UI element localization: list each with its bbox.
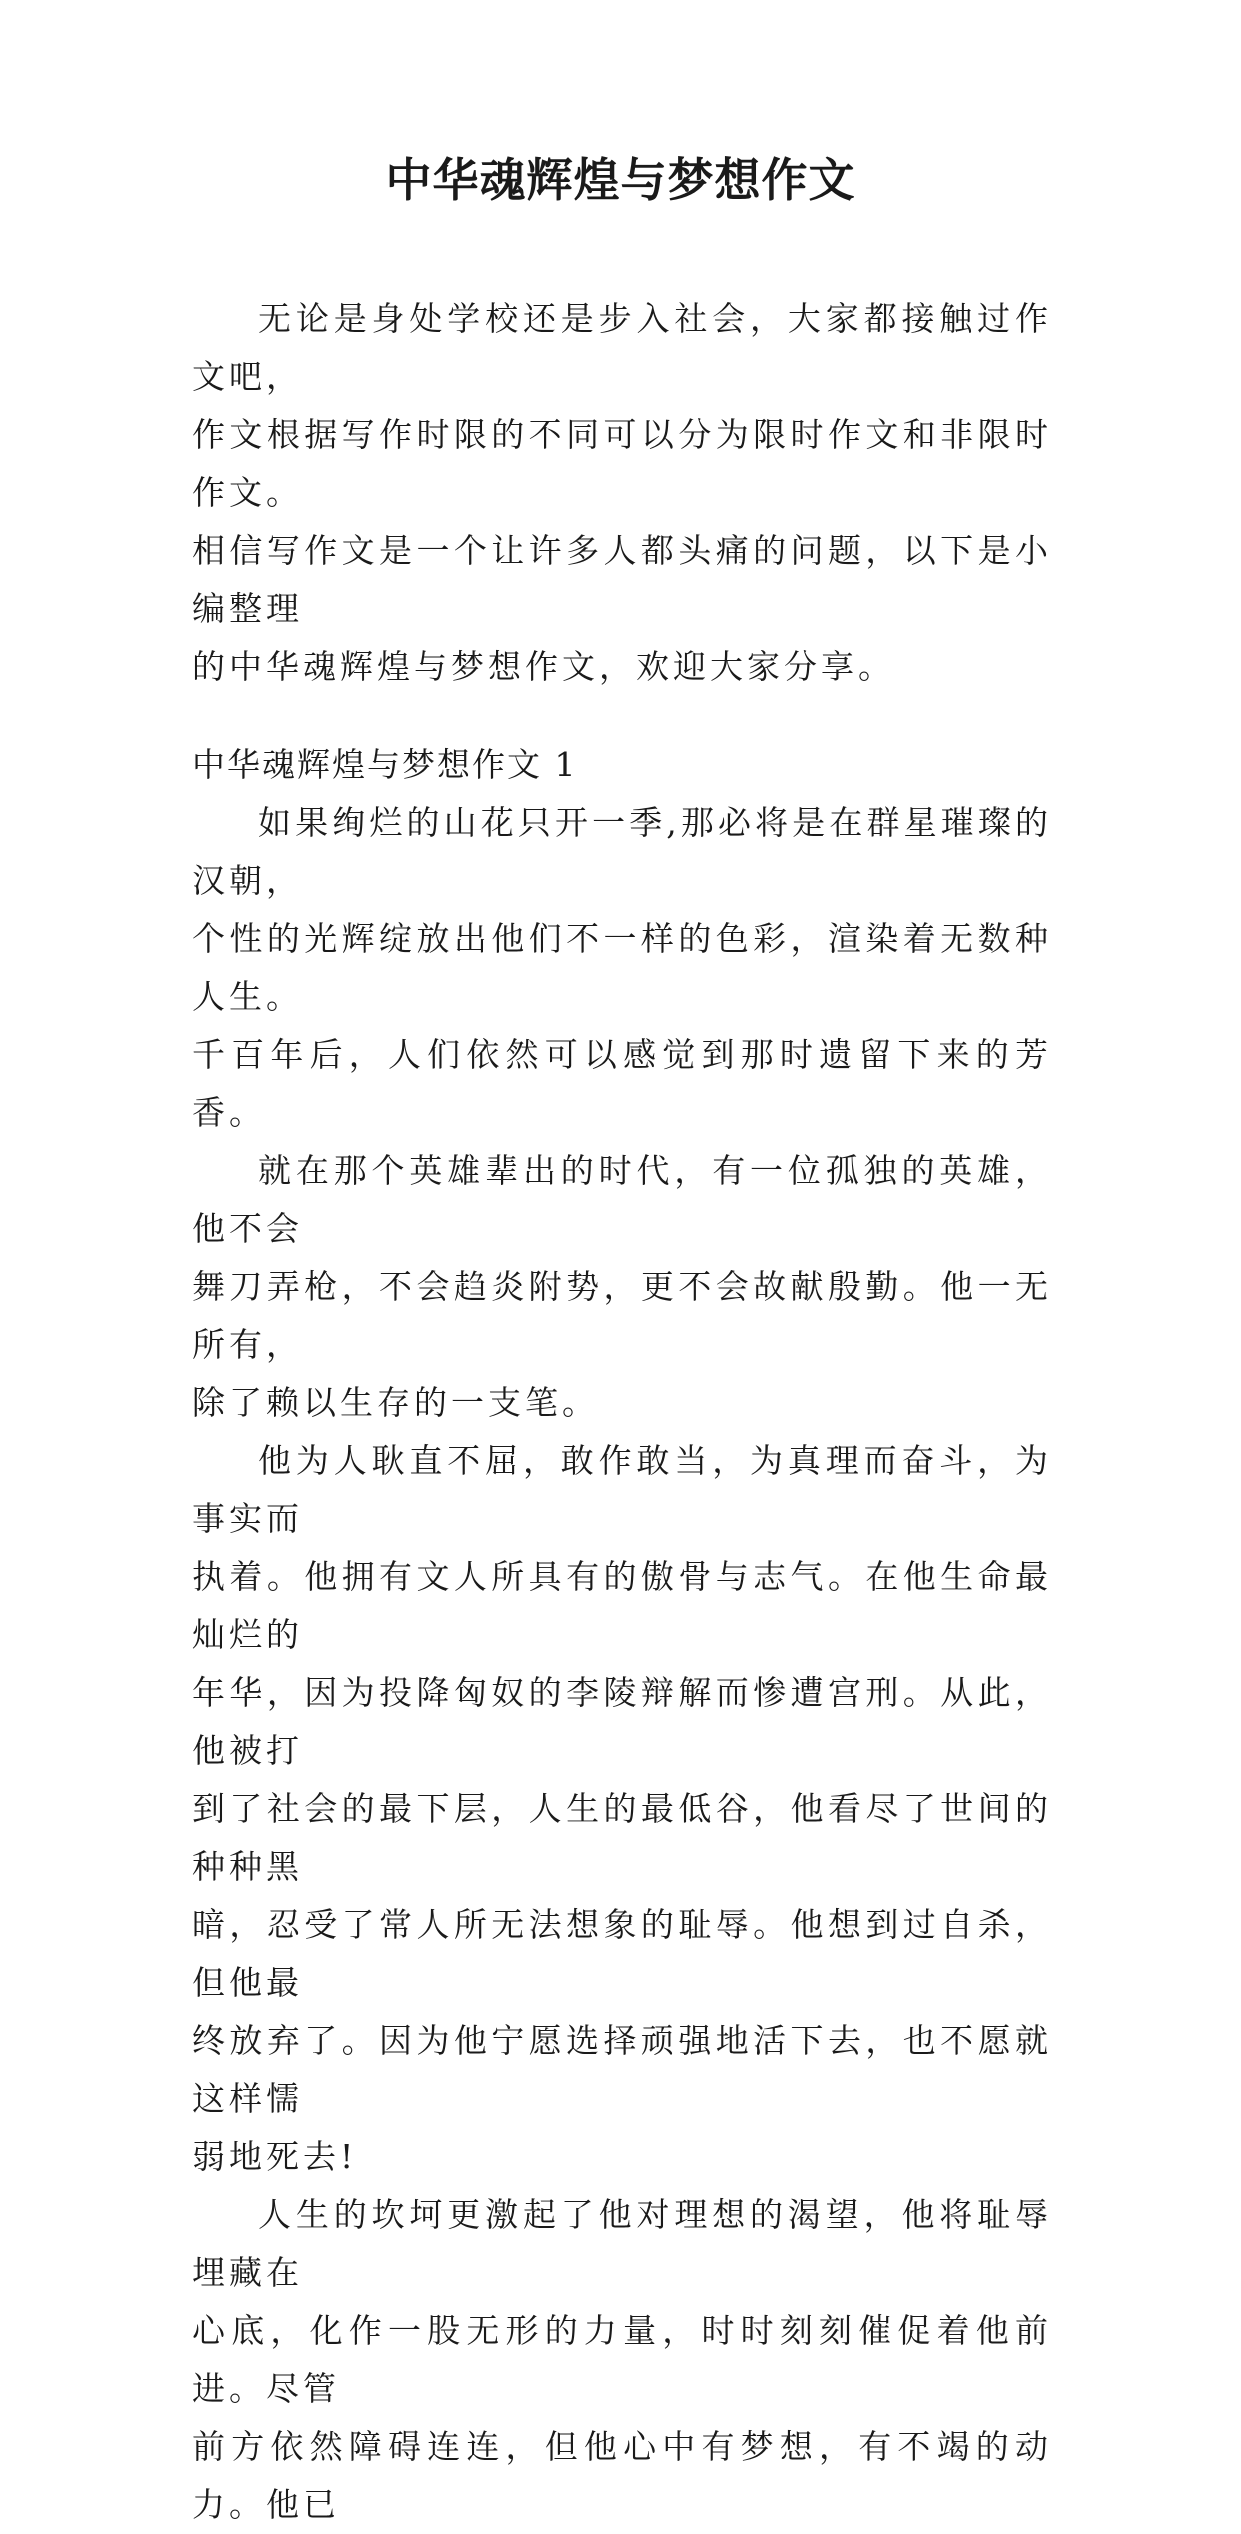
section-heading: 中华魂辉煌与梦想作文 1: [192, 745, 578, 784]
body-paragraph-4: 人生的坎坷更激起了他对理想的渴望，他将耻辱埋藏在 心底，化作一股无形的力量，时时刻刻催促着他前进。尽管 前方依然障碍连连，但他心中有梦想，有不竭的动力。他已: [192, 2195, 1052, 2524]
body-paragraph-2: 就在那个英雄辈出的时代，有一位孤独的英雄，他不会 舞刀弄枪，不会趋炎附势，更不会故献殷勤。他一无所有， 除了赖以生存的一支笔。: [192, 1151, 1052, 1422]
intro-paragraph: 无论是身处学校还是步入社会，大家都接触过作文吧， 作文根据写作时限的不同可以分为限时作文和非限时作文。 相信写作文是一个让许多人都头痛的问题，以下是小编整理 的中华魂辉煌与梦想作文，欢迎大家分享。: [192, 299, 1052, 686]
document-title: 中华魂辉煌与梦想作文: [385, 153, 856, 207]
document-body: [192, 290, 1052, 2534]
body-paragraph-1: 如果绚烂的山花只开一季,那必将是在群星璀璨的汉朝， 个性的光辉绽放出他们不一样的色彩，渲染着无数种人生。 千百年后，人们依然可以感觉到那时遗留下来的芳香。: [192, 803, 1052, 1132]
body-paragraph-3: 他为人耿直不屈，敢作敢当，为真理而奋斗，为事实而 执着。他拥有文人所具有的傲骨与志气。在他生命最灿烂的 年华，因为投降匈奴的李陵辩解而惨遭宫刑。从此，他被打 到了社会的最下层，人生的最低谷，他看尽了世间的种种黑 暗，忍受了常人所无法想象的耻辱。他想到过自杀，但他最 终放弃了。因为他宁愿选择顽强地活下去，也不愿就这样懦 弱地死去!: [192, 1441, 1052, 2176]
